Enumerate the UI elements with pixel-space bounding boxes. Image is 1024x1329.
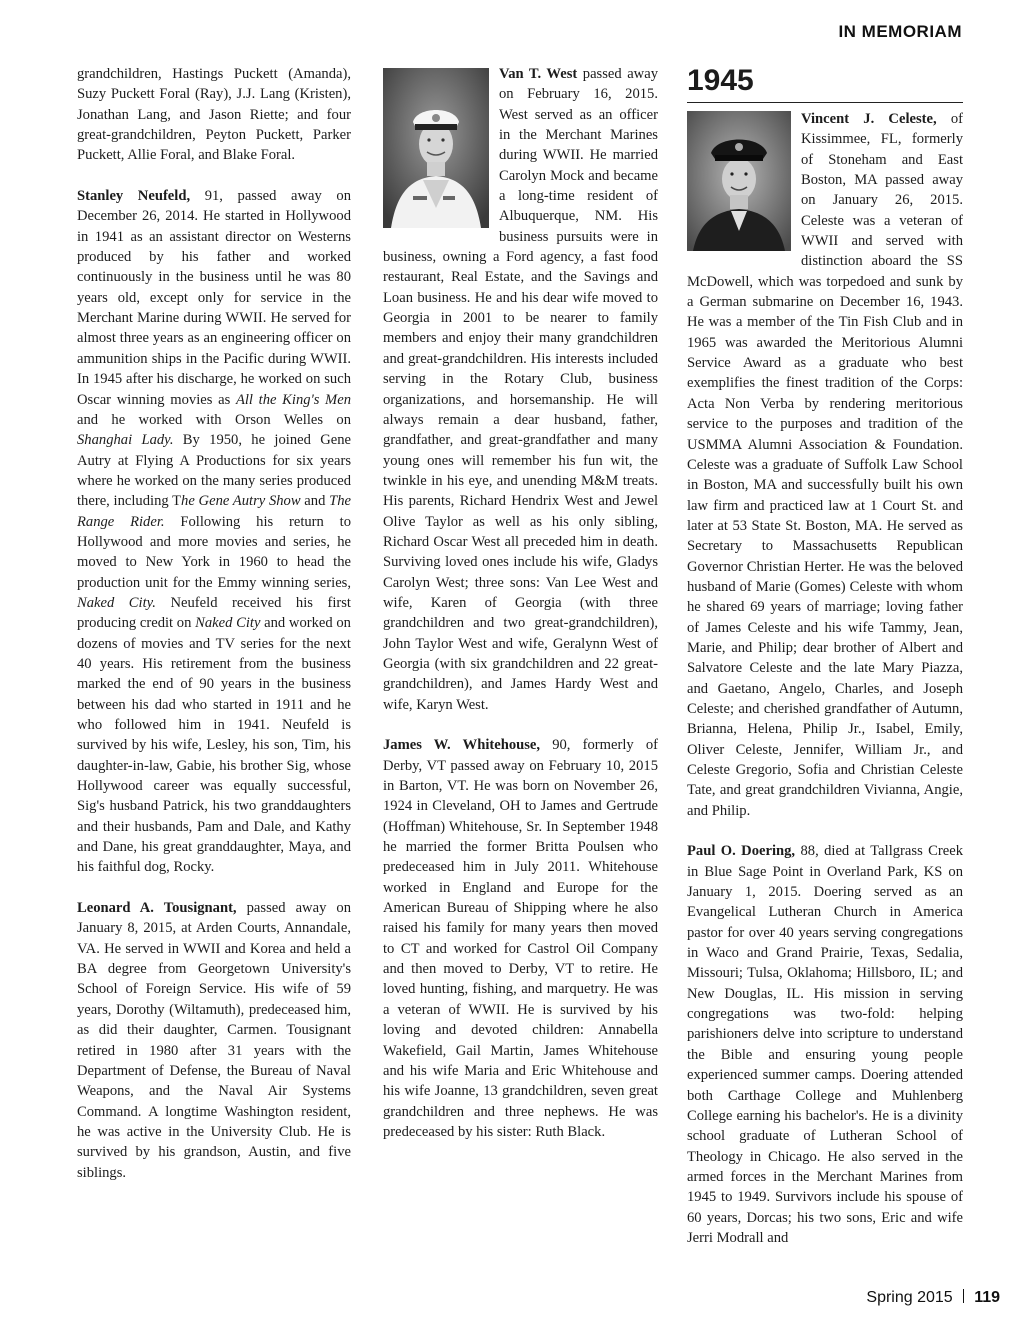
obituary-doering: Paul O. Doering, 88, died at Tallgrass Creek in Blue Sage Point in Overland Park, KS on January 1, 2015. Doering served as an Evangelical Lutheran Church in America pastor for over 40 years serving congregations in Waco and Grand Prairie, Texas, Sedalia, Missouri; Tulsa, Oklahoma; Hillsboro, IL; and New Douglas, IL. His mission in serving congregations was two-fold: helping parishioners delve into scripture to understand the Bible and ensuring young people experienced summer camps. Doering attended both Carthage College and Muhlenberg College earning his bachelor's. He is a divinity school graduate of Lutheran School of Theology in Chicago. He also served in the armed forces in the Merchant Marines from 1945 to 1949. Survivors include his spouse of 60 years, Dorcas; his two sons, Eric and wife Jerri Modrall and bbox=[687, 843, 963, 1246]
obituary-celeste: Vincent J. Celeste, of Kissimmee, FL, formerly of Stoneham and East Boston, MA passed away on January 26, 2015. Celeste was a veteran of WWII and served with distinction aboard the SS McDowell, which was torpedoed and sunk by a German submarine on December 16, 1943. He was a member of the Tin Fish Club and in 1965 was awarded the Meritorious Alumni Service Award as a graduate who best exemplifies the finest tradition of the Corps: Acta Non Verba by rendering meritorious service to the purposes and tradition of the USMMA Alumni Association & Foundation. Celeste was a graduate of Suffolk Law School in Boston, MA and successfully built his own law firm and practiced law at 1 Court St. and later at 53 State St. Boston, MA. He served as Secretary to Massachusetts Republican Governor Christian Herter. He was the beloved husband of Marie (Gomes) Celeste with whom he shared 69 years of marriage; loving father of James Celeste and his wife Tammy, Jean, Marie, and Philip; dear brother of Albert and Salvatore Celeste and the late Mary Piazza, and Gaetano, Angelo, Charles, and Joseph Celeste; and cherished grandfather of Autumn, Brianna, Helena, Philip Jr., Isabel, Emily, Oliver Celeste, Jennifer, William Jr., and Celeste Gregorio, Sofia and Christian Celeste Tate, and great grandchildren Vivianna, Angie, and Philip. bbox=[687, 111, 963, 819]
column-middle bbox=[383, 64, 658, 1163]
class-year-section bbox=[687, 64, 963, 103]
obituary-west: Van T. West passed away on February 16, 2015. West served as an officer in the Merchant Marines during WWII. He married Carolyn Mock and became a long-time resident of Albuquerque, NM. His business pursuits were in business, owning a Ford agency, a fast food restaurant, Real Estate, and the Savings and Loan business. He and his dear wife moved to Georgia in 2001 to be nearer to family members and enjoy their many grandchildren and great-grandchildren. His interests included serving in the Rotary Club, business organizations, and horsemanship. He will always remain a dear husband, father, grandfather, and great-grandfather and many young ones will remember his fun wit, the twinkle in his eye, and unending M&M treats. His parents, Richard Hendrix West and Jewel Olive Taylor as well as his only sibling, Richard Oscar West all preceded him in death. Surviving loved ones include his wife, Gladys Carolyn West; three sons: Van Lee West and wife, Karen of Georgia (with three grandchildren and two great-grandchildren), John Taylor West and wife, Geralynn West of Georgia (with six grandchildren and 22 great-grandchildren), and James Hardy West and wife, Karyn West. bbox=[383, 66, 658, 713]
obituary-name: Van T. West bbox=[499, 66, 578, 82]
obituary-name: Paul O. Doering, bbox=[687, 843, 796, 860]
obituary-neufeld: Stanley Neufeld, 91, passed away on December 26, 2014. He started in Hollywood in 1941 as an assistant director on Westerns produced by his father and worked continuously in the business until he was 80 years old, except only for service in the Merchant Marine during WWII. He served for almost three years as an engineering officer on ammunition ships in the Pacific during WWII. In 1945 after his discharge, he worked on such Oscar winning movies as All the King's Men and he worked with Orson Welles on Shanghai Lady. By 1950, he joined Gene Autry at Flying A Productions for six years where he worked on the many series produced there, including The Gene Autry Show and The Range Rider. Following his return to Hollywood and more movies and series, he moved to New York in 1960 to head the production unit for the Emmy winning series, Naked City. Neufeld received his first producing credit on Naked City and worked on dozens of movies and TV series for the next 40 years. His retirement from the business marked the end of 90 years in the business between his dad who started in 1911 and he who followed him in 1941. Neufeld is survived by his wife, Lesley, his son, Tim, his daughter-in-law, Gabie, his brother Sig, whose Hollywood career was equally successful, Sig's husband Patrick, his two granddaughters and their husbands, Pam and Dale, and Kathy and Dane, his great granddaughter, Maya, and his faithful dog, Rocky. bbox=[77, 188, 351, 876]
show-title: The Range Rider. bbox=[77, 493, 351, 530]
show-title: he Gene Autry Show bbox=[181, 493, 301, 510]
obituary-name: Leonard A. Tousignant, bbox=[77, 900, 237, 917]
page-footer bbox=[866, 1289, 1000, 1307]
issue-label: Spring 2015 bbox=[866, 1289, 953, 1306]
obituary-name: Vincent J. Celeste, bbox=[801, 111, 937, 127]
column-right bbox=[687, 64, 963, 1269]
show-title: Naked City. bbox=[77, 594, 156, 611]
obituary-name: James W. Whitehouse, bbox=[383, 737, 541, 754]
portrait-officer-image bbox=[383, 68, 489, 228]
section-header: IN MEMORIAM bbox=[838, 22, 962, 41]
movie-title: Shanghai Lady. bbox=[77, 432, 174, 449]
show-title: Naked City bbox=[195, 615, 261, 632]
obituary-continuation: grandchildren, Hastings Puckett (Amanda), Suzy Puckett Foral (Ray), J.J. Lang (Kristen), Jonathan Lang, and Jason Riette; and four great-grandchildren, Peyton Puckett, Parker Puckett, Allie Foral, and Blake Foral. bbox=[77, 66, 351, 164]
obituary-name: Stanley Neufeld, bbox=[77, 188, 191, 205]
portrait-photo-west bbox=[383, 68, 489, 228]
column-left bbox=[77, 64, 351, 1203]
obituary-whitehouse: James W. Whitehouse, 90, formerly of Derby, VT passed away on February 10, 2015 in Barton, VT. He was born on November 26, 1924 in Cleveland, OH to James and Gertrude (Hoffman) Whitehouse, Sr. In September 1948 he married the former Britta Poulsen who predeceased him in July 2011. Whitehouse worked in England and Europe for the American Bureau of Shipping where he also raised his family for many years then moved to CT and worked for Castrol Oil Company and then moved to Derby, VT to retire. He loved hunting, fishing, and marquetry. He was a veteran of WWII. He is survived by his loving and devoted children: Annabella Wakefield, Gail Martin, James Whitehouse and his wife Maria and Eric Whitehouse and his wife Joanne, 13 grandchildren, seven great grandchildren and three nephews. He was predeceased by his sister: Ruth Black. bbox=[383, 737, 658, 1140]
class-year-heading: 1945 bbox=[687, 64, 963, 103]
footer-divider bbox=[963, 1289, 965, 1303]
portrait-cadet-image bbox=[687, 111, 791, 251]
page-number: 119 bbox=[974, 1289, 1000, 1306]
obituary-tousignant: Leonard A. Tousignant, passed away on January 8, 2015, at Arden Courts, Annandale, VA. He served in WWII and Korea and held a BA degree from Georgetown University's School of Foreign Service. His wife of 59 years, Dorothy (Wiltamuth), predeceased him, as did their daughter, Carmen. Tousignant retired in 1980 after 31 years with the Department of Defense, the Bureau of Naval Weapons, and the Naval Air Systems Command. A longtime Washington resident, he was active in the University Club. He is survived by his grandson, Austin, and five siblings. bbox=[77, 900, 351, 1181]
portrait-photo-celeste bbox=[687, 111, 791, 251]
movie-title: All the King's Men bbox=[235, 391, 351, 408]
